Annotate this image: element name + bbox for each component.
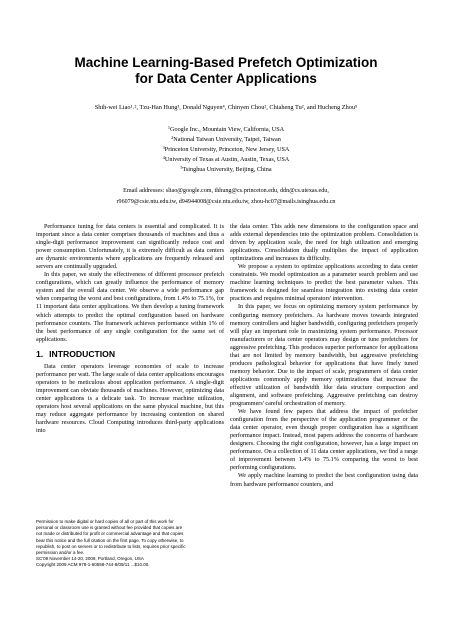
copyright-line: Copyright 2009 ACM 978-1-60558-744-8/09/11 ...$10.00.	[36, 562, 150, 568]
abstract-paragraph-2: In this paper, we study the effectiveness of different processor prefetch configurations, which can greatly influence the performance of memory system and the overall data center. We observe a wide performance gap when comparing the worst and best configurations, from 1.4% to 75.1%, for 11 important data center applications. We then develop a tuning framework which attempts to predict the optimal configuration based on hardware performance counters. The framework achieves performance within 1% of the best performance of any single configuration for the same set of applications.	[36, 272, 224, 343]
affiliation-text: University of Texas at Austin, Austin, Texas, USA	[164, 156, 290, 164]
affiliation-1	[40, 125, 412, 135]
section-number: 1.	[36, 349, 44, 359]
affiliation-text: Princeton University, Princeton, New Jersey, USA	[164, 146, 290, 154]
email-line-2: r96079@csie.ntu.edu.tw, d94944008@csie.ntu.edu.tw, zhou-hc07@mails.tsinghua.edu.cn	[116, 198, 336, 205]
permission-line: bear this notice and the full citation on the first page. To copy otherwise, to	[36, 537, 184, 543]
intro-paragraph-5: We apply machine learning to predict the best configuration using data from hardware performance counters, and	[230, 473, 418, 488]
affiliation-marker: 2	[171, 135, 174, 141]
author-list: Shih-wei Liao¹˒², Tzu-Han Hung³, Donald Nguyen⁴, Chinyen Chou², Chiaheng Tu², and Hucheng Zhou⁵	[94, 104, 358, 111]
permission-notice	[36, 519, 224, 569]
affiliations	[40, 125, 412, 175]
section-title: INTRODUCTION	[49, 349, 116, 359]
affiliation-5	[40, 165, 412, 175]
section-heading-introduction	[36, 349, 224, 359]
email-addresses	[20, 186, 432, 207]
affiliation-text: Tsinghua University, Beijing, China	[182, 166, 272, 174]
affiliation-marker: 3	[162, 145, 165, 151]
abstract-paragraph-1: Performance tuning for data centers is essential and complicated. It is important since a data center comprises thousands of machines and thus a single-digit performance improvement can significantly reduce cost and power consumption. Unfortunately, it is extremely difficult as data centers are dynamic environments where applications are frequently released and servers are continually upgraded.	[36, 224, 224, 271]
title-line-1: Machine Learning-Based Prefetch Optimization	[74, 55, 378, 70]
affiliation-marker: 4	[162, 155, 165, 161]
title-line-2: for Data Center Applications	[135, 71, 317, 86]
permission-line: personal or classroom use is granted without fee provided that copies are	[36, 525, 183, 531]
abstract	[36, 223, 224, 344]
intro-paragraph-2: We propose a system to optimize applications according to data center constraints. We model optimization as a parameter search problem and use machine learning techniques to predict the best parameter values. This framework is designed for seamless integration into existing data center practices and requires minimal operators' intervention.	[230, 264, 418, 303]
affiliation-2	[40, 135, 412, 145]
affiliation-marker: 1	[167, 125, 171, 130]
affiliation-3	[40, 145, 412, 155]
permission-line: not made or distributed for profit or commercial advantage and that copies	[36, 531, 184, 537]
intro-paragraph-3: In this paper, we focus on optimizing memory system performance by configuring memory prefetchers. As hardware moves towards integrated memory controllers and higher bandwidth, configuring prefetchers properly will play an important role in maximizing system performance. Processor manufacturers or data center operators may design or tune prefetchers for aggressive prefetching. This produces superior performance for applications that are not limited by memory bandwidth, but aggressive prefetching produces pathological behavior for applications that have finely tuned memory behavior. Due to the impact of scale, programmers of data center applications commonly apply memory optimizations that increase the effective utilization of bandwidth like data structure compaction and alignment, and software prefetching. Aggressive prefetching can destroy programmers' careful orchestration of memory.	[230, 304, 418, 408]
intro-paragraph-4: We have found few papers that address the impact of prefetcher configuration from the perspective of the application programmer or the data center operator, even though proper configuration has a significant performance impact. Instead, most papers address the concerns of hardware designers. Choosing the right configuration, however, has a large impact on performance. On a collection of 11 data center applications, we find a range of improvement between 1.4% to 75.1% comparing the worst to best performing configurations.	[230, 409, 418, 472]
paper-title	[40, 55, 412, 87]
affiliation-text: Google Inc., Mountain View, California, USA	[170, 126, 285, 133]
intro-paragraph-continued: the data center. This adds new dimensions to the configuration space and adds external dependencies into the optimization problem. Consolidation is driven by application scale, the need for high utilization and emerging applications. Consolidation dually multiplies the impact of application optimizations and increases its difficulty.	[230, 224, 418, 263]
conference-line: SC'09 November 14-20, 2009, Portland, Oregon, USA	[36, 556, 144, 562]
permission-line: permission and/or a fee.	[36, 550, 85, 556]
email-line-1: Email addresses: sliao@google.com, thhung@cs.princeton.edu, ddn@cs.utexas.edu,	[123, 188, 329, 194]
permission-line: Permission to make digital or hard copies of all or part of this work for	[36, 519, 174, 524]
affiliation-4	[40, 155, 412, 165]
affiliation-marker: 5	[180, 165, 183, 171]
introduction-right-column	[230, 223, 418, 489]
permission-line: republish, to post on servers or to redistribute to lists, requires prior specific	[36, 543, 186, 549]
intro-paragraph-1: Data center operators leverage economies of scale to increase performance per watt. The large scale of data center applications encourages operators to be meticulous about application performance. A single-digit improvement can obviate thousands of machines. However, optimizing data center applications is a delicate task. To increase machine utilization, operators host several applications on the same physical machine, but this may reduce aggregate performance by increasing contention on shared hardware resources. Cloud Computing introduces third-party applications into	[36, 364, 224, 435]
affiliation-text: National Taiwan University, Taipei, Taiwan	[173, 136, 281, 144]
introduction-left-column	[36, 363, 224, 435]
